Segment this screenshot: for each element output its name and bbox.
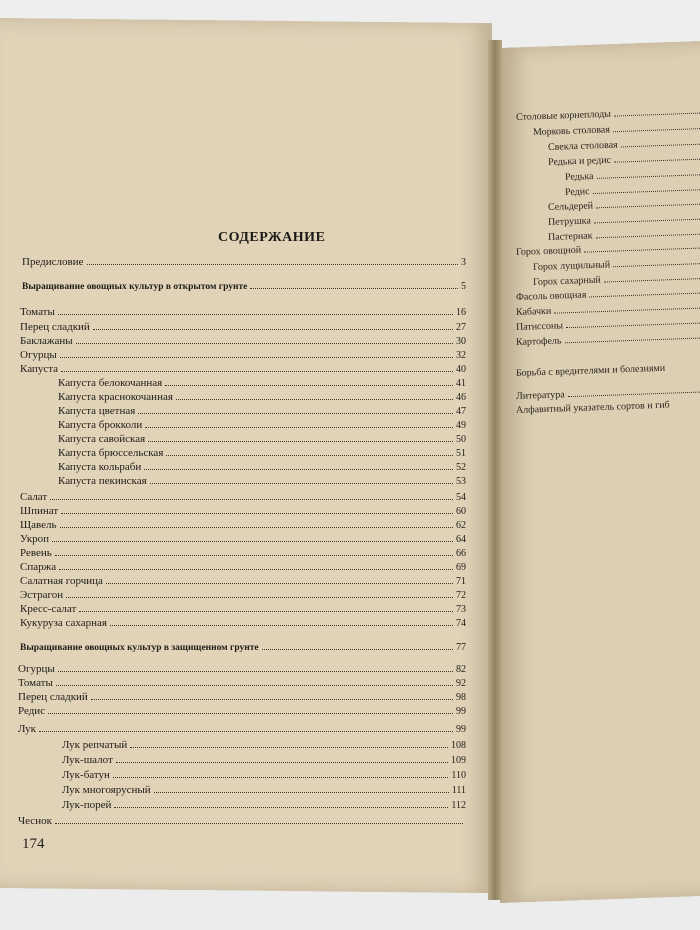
page-number: 174 [22,836,45,852]
toc-entry-label: Лук репчатый [62,739,128,751]
dot-leader [61,371,453,372]
toc-entry-label: Капуста савойская [58,433,146,445]
dot-leader [110,625,453,626]
toc-entry [18,705,466,718]
dot-leader [589,293,700,298]
toc-entry-page: 47 [456,406,466,417]
toc-entry [58,391,466,404]
toc-entry [20,321,466,334]
toc-entry [58,475,466,488]
toc-entry-label: Томаты [18,677,53,689]
toc-entry-label: Пастернак [547,230,593,243]
toc-entry-label: Томаты [20,306,55,318]
dot-leader [596,204,700,209]
dot-leader [79,611,453,612]
dot-leader [614,113,700,117]
toc-entry-page: 77 [456,642,466,653]
dot-leader [52,541,453,542]
toc-entry-page: 3 [461,257,466,268]
dot-leader [60,357,453,358]
dot-leader [594,219,700,224]
toc-entry-page: 50 [456,434,466,445]
toc-entry [58,419,466,432]
toc-entry-page: 82 [456,664,466,675]
toc-entry-page: 62 [456,520,466,531]
toc-entry-page: 60 [456,506,466,517]
toc-entry-page: 112 [451,800,466,811]
toc-entry [20,335,466,348]
toc-entry [58,447,466,460]
toc-entry-page: 46 [456,392,466,403]
dot-leader [150,483,453,484]
toc-entry-label: Капуста [20,363,59,375]
dot-leader [130,747,448,748]
dot-leader [50,499,453,500]
dot-leader [165,385,453,386]
toc-entry-label: Укроп [20,533,50,545]
toc-entry-label: Чеснок [18,815,52,827]
toc-entry-label: Редис [564,186,590,198]
toc-entry-label: Патиссоны [515,320,564,333]
toc-entry-page: 74 [456,618,466,629]
toc-entry-page: 41 [456,378,466,389]
toc-entry [22,280,466,294]
dot-leader [93,329,453,330]
toc-entry-label: Спаржа [20,561,57,573]
toc-entry-label: Перец сладкий [18,691,88,703]
dot-leader [262,649,453,650]
toc-entry [20,575,466,588]
toc-entry-label: Горох лущильный [532,259,611,273]
toc-entry-page: 110 [451,770,466,781]
toc-entry [20,547,466,560]
dot-leader [614,159,700,163]
toc-entry-page: 111 [451,785,466,796]
dot-leader [584,248,700,253]
toc-entry-label: Кабачки [515,305,552,318]
toc-entry-label: Шпинат [20,505,59,517]
toc-entry-page: 92 [456,678,466,689]
toc-entry-page: 49 [456,420,466,431]
dot-leader [116,762,448,763]
dot-leader [87,264,459,265]
toc-entry-label: Лук-батун [62,769,110,781]
toc-entry-label: Кресс-салат [20,603,77,615]
toc-entry [62,784,466,797]
dot-leader [166,455,453,456]
toc-entry-page: 71 [456,576,466,587]
toc-entry-page: 108 [451,740,466,751]
toc-entry [20,519,466,532]
toc-entry [58,433,466,446]
dot-leader [76,343,453,344]
toc-entry-page: 73 [456,604,466,615]
dot-leader [145,427,453,428]
toc-entry-label: Лук-шалот [62,754,113,766]
dot-leader [55,555,453,556]
toc-entry-label: Салат [20,491,48,503]
toc-entry-label: Лук многоярусный [62,784,151,796]
toc-entry-label: Щавель [20,519,57,531]
toc-entry-label: Капуста брокколи [58,419,143,431]
toc-entry-page: 64 [456,534,466,545]
toc-entry-label: Горох сахарный [532,274,602,288]
toc-entry-page: 52 [456,462,466,473]
toc-entry [20,617,466,630]
dot-leader [566,323,700,329]
dot-leader [48,713,453,714]
dot-leader [144,469,453,470]
toc-entry-label: Фасоль овощная [515,289,587,303]
toc-entry-label: Перец сладкий [20,321,90,333]
toc-entry-page: 99 [456,724,466,735]
dot-leader [113,777,448,778]
toc-entry-label: Картофель [515,335,562,348]
toc-entry [18,723,466,736]
toc-entry-label: Борьба с вредителями и болезнями [515,362,666,379]
toc-entry-label: Капуста белокочанная [58,377,163,389]
toc-entry [62,754,466,767]
toc-entry-label: Горох овощной [515,244,582,258]
toc-entry-page: 72 [456,590,466,601]
toc-entry-label: Эстрагон [20,589,64,601]
toc-entry-page: 51 [456,448,466,459]
toc-entry-page: 32 [456,350,466,361]
dot-leader [593,189,700,194]
dot-leader [58,314,453,315]
dot-leader [613,263,700,267]
toc-entry-label: Петрушка [547,215,592,228]
toc-entry-label: Лук-порей [62,799,112,811]
toc-entry [18,677,466,690]
toc-entry-label: Капуста кольраби [58,461,142,473]
toc-entry [20,491,466,504]
toc-entry-label: Редька [564,171,594,183]
toc-entry-page: 99 [456,706,466,717]
toc-entry-page: 54 [456,492,466,503]
dot-leader [60,527,454,528]
toc-entry [18,815,466,828]
toc-entry [20,561,466,574]
dot-leader [56,685,453,686]
toc-entry [20,603,466,616]
toc-entry-label: Капуста краснокочанная [58,391,173,403]
toc-entry [20,349,466,362]
toc-entry-label: Сельдерей [547,200,594,213]
dot-leader [55,823,463,824]
book-gutter [488,40,502,900]
dot-leader [554,308,700,314]
toc-entry-page: 69 [456,562,466,573]
toc-entry-label: Баклажаны [20,335,73,347]
toc-entry [58,377,466,390]
toc-entry-label: Редис [18,705,46,717]
dot-leader [59,569,453,570]
toc-entry [18,663,466,676]
toc-entry [20,533,466,546]
toc-entry-label: Капуста брюссельская [58,447,164,459]
toc-entry-label: Огурцы [20,349,57,361]
toc-entry-label: Ревень [20,547,52,559]
toc-entry [62,739,466,752]
toc-entry-label: Предисловие [22,256,84,268]
dot-leader [58,671,453,672]
dot-leader [39,731,453,732]
toc-entry-label: Салатная горчица [20,575,103,587]
toc-entry [58,405,466,418]
dot-leader [114,807,448,808]
dot-leader [597,174,700,179]
toc-entry [18,691,466,704]
dot-leader [138,413,453,414]
toc-entry-label: Столовые корнеплоды [515,108,612,123]
toc-entry-label: Редька и редис [547,154,612,168]
toc-entry-page: 66 [456,548,466,559]
toc-entry-label: Капуста пекинская [58,475,147,487]
toc-entry-label: Алфавитный указатель сортов и гиб [515,399,670,416]
dot-leader [604,278,700,282]
toc-title: СОДЕРЖАНИЕ [218,230,326,245]
dot-leader [106,583,453,584]
toc-entry-label: Выращивание овощных культур в открытом грунте [22,282,248,292]
dot-leader [568,392,700,398]
toc-entry-label: Выращивание овощных культур в защищенном грунте [20,643,259,653]
toc-entry-page: 27 [456,322,466,333]
toc-entry [20,306,466,319]
toc-entry-label: Огурцы [18,663,55,675]
toc-entry [20,641,466,655]
dot-leader [250,288,458,289]
dot-leader [91,699,453,700]
toc-entry [20,589,466,602]
toc-entry-page: 40 [456,364,466,375]
toc-entry-page: 109 [451,755,466,766]
toc-entry [58,461,466,474]
toc-entry-label: Морковь столовая [532,124,611,138]
dot-leader [596,234,700,239]
dot-leader [154,792,449,793]
dot-leader [66,597,453,598]
dot-leader [613,128,700,132]
toc-entry [62,769,466,782]
dot-leader [148,441,453,442]
toc-entry-label: Свекла столовая [547,139,618,153]
toc-entry [20,363,466,376]
dot-leader [176,399,453,400]
dot-leader [61,513,453,514]
toc-entry-page: 53 [456,476,466,487]
toc-entry-label: Кукуруза сахарная [20,617,107,629]
toc-entry [62,799,466,812]
toc-entry [20,505,466,518]
toc-entry-page: 98 [456,692,466,703]
toc-entry-label: Лук [18,723,37,735]
toc-entry-label: Капуста цветная [58,405,136,417]
toc-entry-page: 30 [456,336,466,347]
dot-leader [621,144,700,148]
toc-entry [22,256,466,269]
dot-leader [565,338,700,344]
toc-entry-page: 16 [456,307,466,318]
toc-entry-page: 5 [461,281,466,292]
toc-entry-label: Литература [515,389,565,402]
